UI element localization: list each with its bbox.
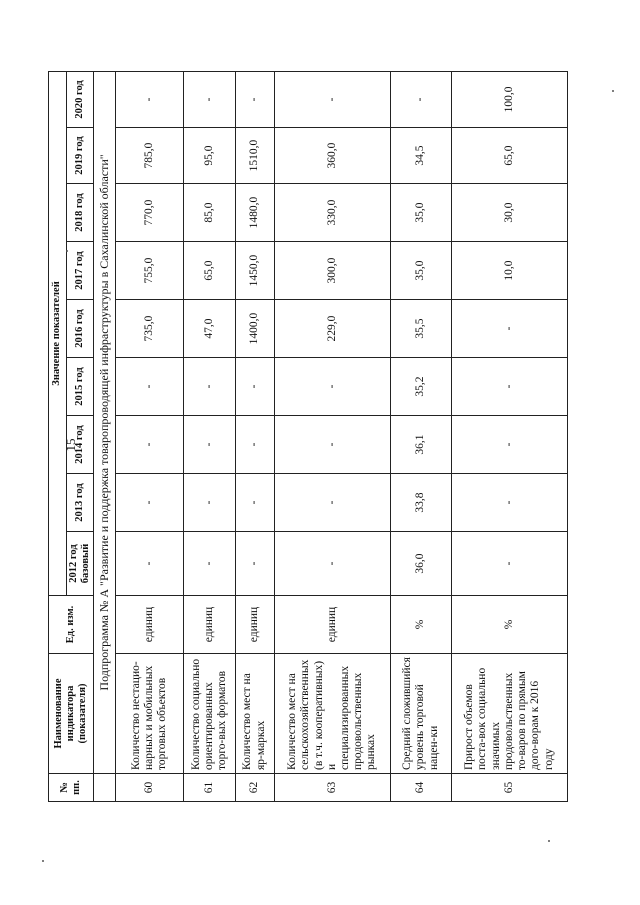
indicator-name: Прирост объемов поста-вок социально значимых продовольственных то-варов по прямым дого-ворам к 2016 году [451, 654, 567, 774]
value-cell: - [235, 416, 274, 474]
table-row [115, 71, 183, 801]
subprogram-num-cell [94, 774, 116, 802]
value-cell: 330,0 [274, 184, 391, 242]
indicator-name: Количество нестацио-нарных и мобильных торговых объектов [115, 654, 183, 774]
value-cell: - [235, 71, 274, 127]
value-cell: - [451, 532, 567, 596]
value-cell: - [235, 358, 274, 416]
value-cell: 755,0 [115, 242, 183, 300]
value-cell: 229,0 [274, 300, 391, 358]
value-cell: 785,0 [115, 128, 183, 184]
value-cell: 65,0 [451, 128, 567, 184]
header-year: 2012 год базовый [67, 532, 94, 596]
value-cell: 36,0 [391, 532, 452, 596]
table-row [235, 71, 274, 801]
value-cell: - [274, 532, 391, 596]
header-year: 2019 год [67, 128, 94, 184]
value-cell: 35,0 [391, 242, 452, 300]
value-cell: 1450,0 [235, 242, 274, 300]
value-cell: 95,0 [183, 128, 235, 184]
value-cell: - [451, 416, 567, 474]
table-row [391, 71, 452, 801]
unit-cell: % [391, 596, 452, 654]
scan-speck [612, 90, 614, 92]
value-cell: - [391, 71, 452, 127]
page-number: 15 [63, 438, 78, 452]
table-row [274, 71, 391, 801]
value-cell: - [451, 300, 567, 358]
value-cell: - [115, 358, 183, 416]
header-year: 2014 год [67, 416, 94, 474]
header-num: № пп. [49, 774, 94, 802]
value-cell: 35,5 [391, 300, 452, 358]
value-cell: - [235, 532, 274, 596]
table-row [451, 71, 567, 801]
indicator-name: Количество социально ориентированных торго-вых форматов [183, 654, 235, 774]
indicators-table [48, 71, 568, 802]
value-cell: - [183, 71, 235, 127]
value-cell: - [183, 474, 235, 532]
value-cell: - [183, 416, 235, 474]
value-cell: 36,1 [391, 416, 452, 474]
value-cell: 65,0 [183, 242, 235, 300]
value-cell: 35,2 [391, 358, 452, 416]
rotated-table-container [48, 72, 568, 802]
value-cell: - [274, 416, 391, 474]
table-row [183, 71, 235, 801]
header-year: 2018 год [67, 184, 94, 242]
row-number: 64 [391, 774, 452, 802]
value-cell: 1480,0 [235, 184, 274, 242]
scan-speck [548, 840, 550, 842]
value-cell: - [274, 71, 391, 127]
value-cell: 35,0 [391, 184, 452, 242]
unit-cell: % [451, 596, 567, 654]
header-year: 2016 год [67, 300, 94, 358]
header-year: 2020 год [67, 71, 94, 127]
scan-speck [42, 860, 44, 862]
header-year: 2013 год [67, 474, 94, 532]
unit-cell: единиц [115, 596, 183, 654]
value-cell: - [451, 358, 567, 416]
indicator-name: Средний сложившийся уровень торговой нацен-ки [391, 654, 452, 774]
header-name: Наименование индикатора (показателя) [49, 654, 94, 774]
header-year: 2015 год [67, 358, 94, 416]
row-number: 62 [235, 774, 274, 802]
value-cell: 735,0 [115, 300, 183, 358]
row-number: 65 [451, 774, 567, 802]
value-cell: 1510,0 [235, 128, 274, 184]
value-cell: 1400,0 [235, 300, 274, 358]
value-cell: - [274, 474, 391, 532]
subprogram-title: Подпрограмма № А "Развитие и поддержка товаропроводящей инфраструктуры в Сахалинской области" [94, 71, 116, 773]
row-number: 61 [183, 774, 235, 802]
value-cell: 770,0 [115, 184, 183, 242]
header-values: Значение показателей [49, 71, 67, 595]
value-cell: 85,0 [183, 184, 235, 242]
value-cell: - [115, 474, 183, 532]
value-cell: - [115, 532, 183, 596]
value-cell: 30,0 [451, 184, 567, 242]
value-cell: 300,0 [274, 242, 391, 300]
value-cell: - [115, 416, 183, 474]
unit-cell: единиц [274, 596, 391, 654]
value-cell: 360,0 [274, 128, 391, 184]
value-cell: - [183, 532, 235, 596]
indicator-name: Количество мест на яр-марках [235, 654, 274, 774]
value-cell: 47,0 [183, 300, 235, 358]
value-cell: 100,0 [451, 71, 567, 127]
value-cell: - [183, 358, 235, 416]
value-cell: - [451, 474, 567, 532]
value-cell: 33,8 [391, 474, 452, 532]
row-number: 63 [274, 774, 391, 802]
value-cell: - [274, 358, 391, 416]
value-cell: - [115, 71, 183, 127]
scan-speck [66, 250, 68, 252]
indicator-name: Количество мест на сельскохозяйственных (в т.ч. кооперативных) и специализированных продовольственных рынках [274, 654, 391, 774]
row-number: 60 [115, 774, 183, 802]
value-cell: 34,5 [391, 128, 452, 184]
value-cell: 10,0 [451, 242, 567, 300]
header-unit: Ед. изм. [49, 596, 94, 654]
unit-cell: единиц [235, 596, 274, 654]
unit-cell: единиц [183, 596, 235, 654]
value-cell: - [235, 474, 274, 532]
header-year: 2017 год [67, 242, 94, 300]
